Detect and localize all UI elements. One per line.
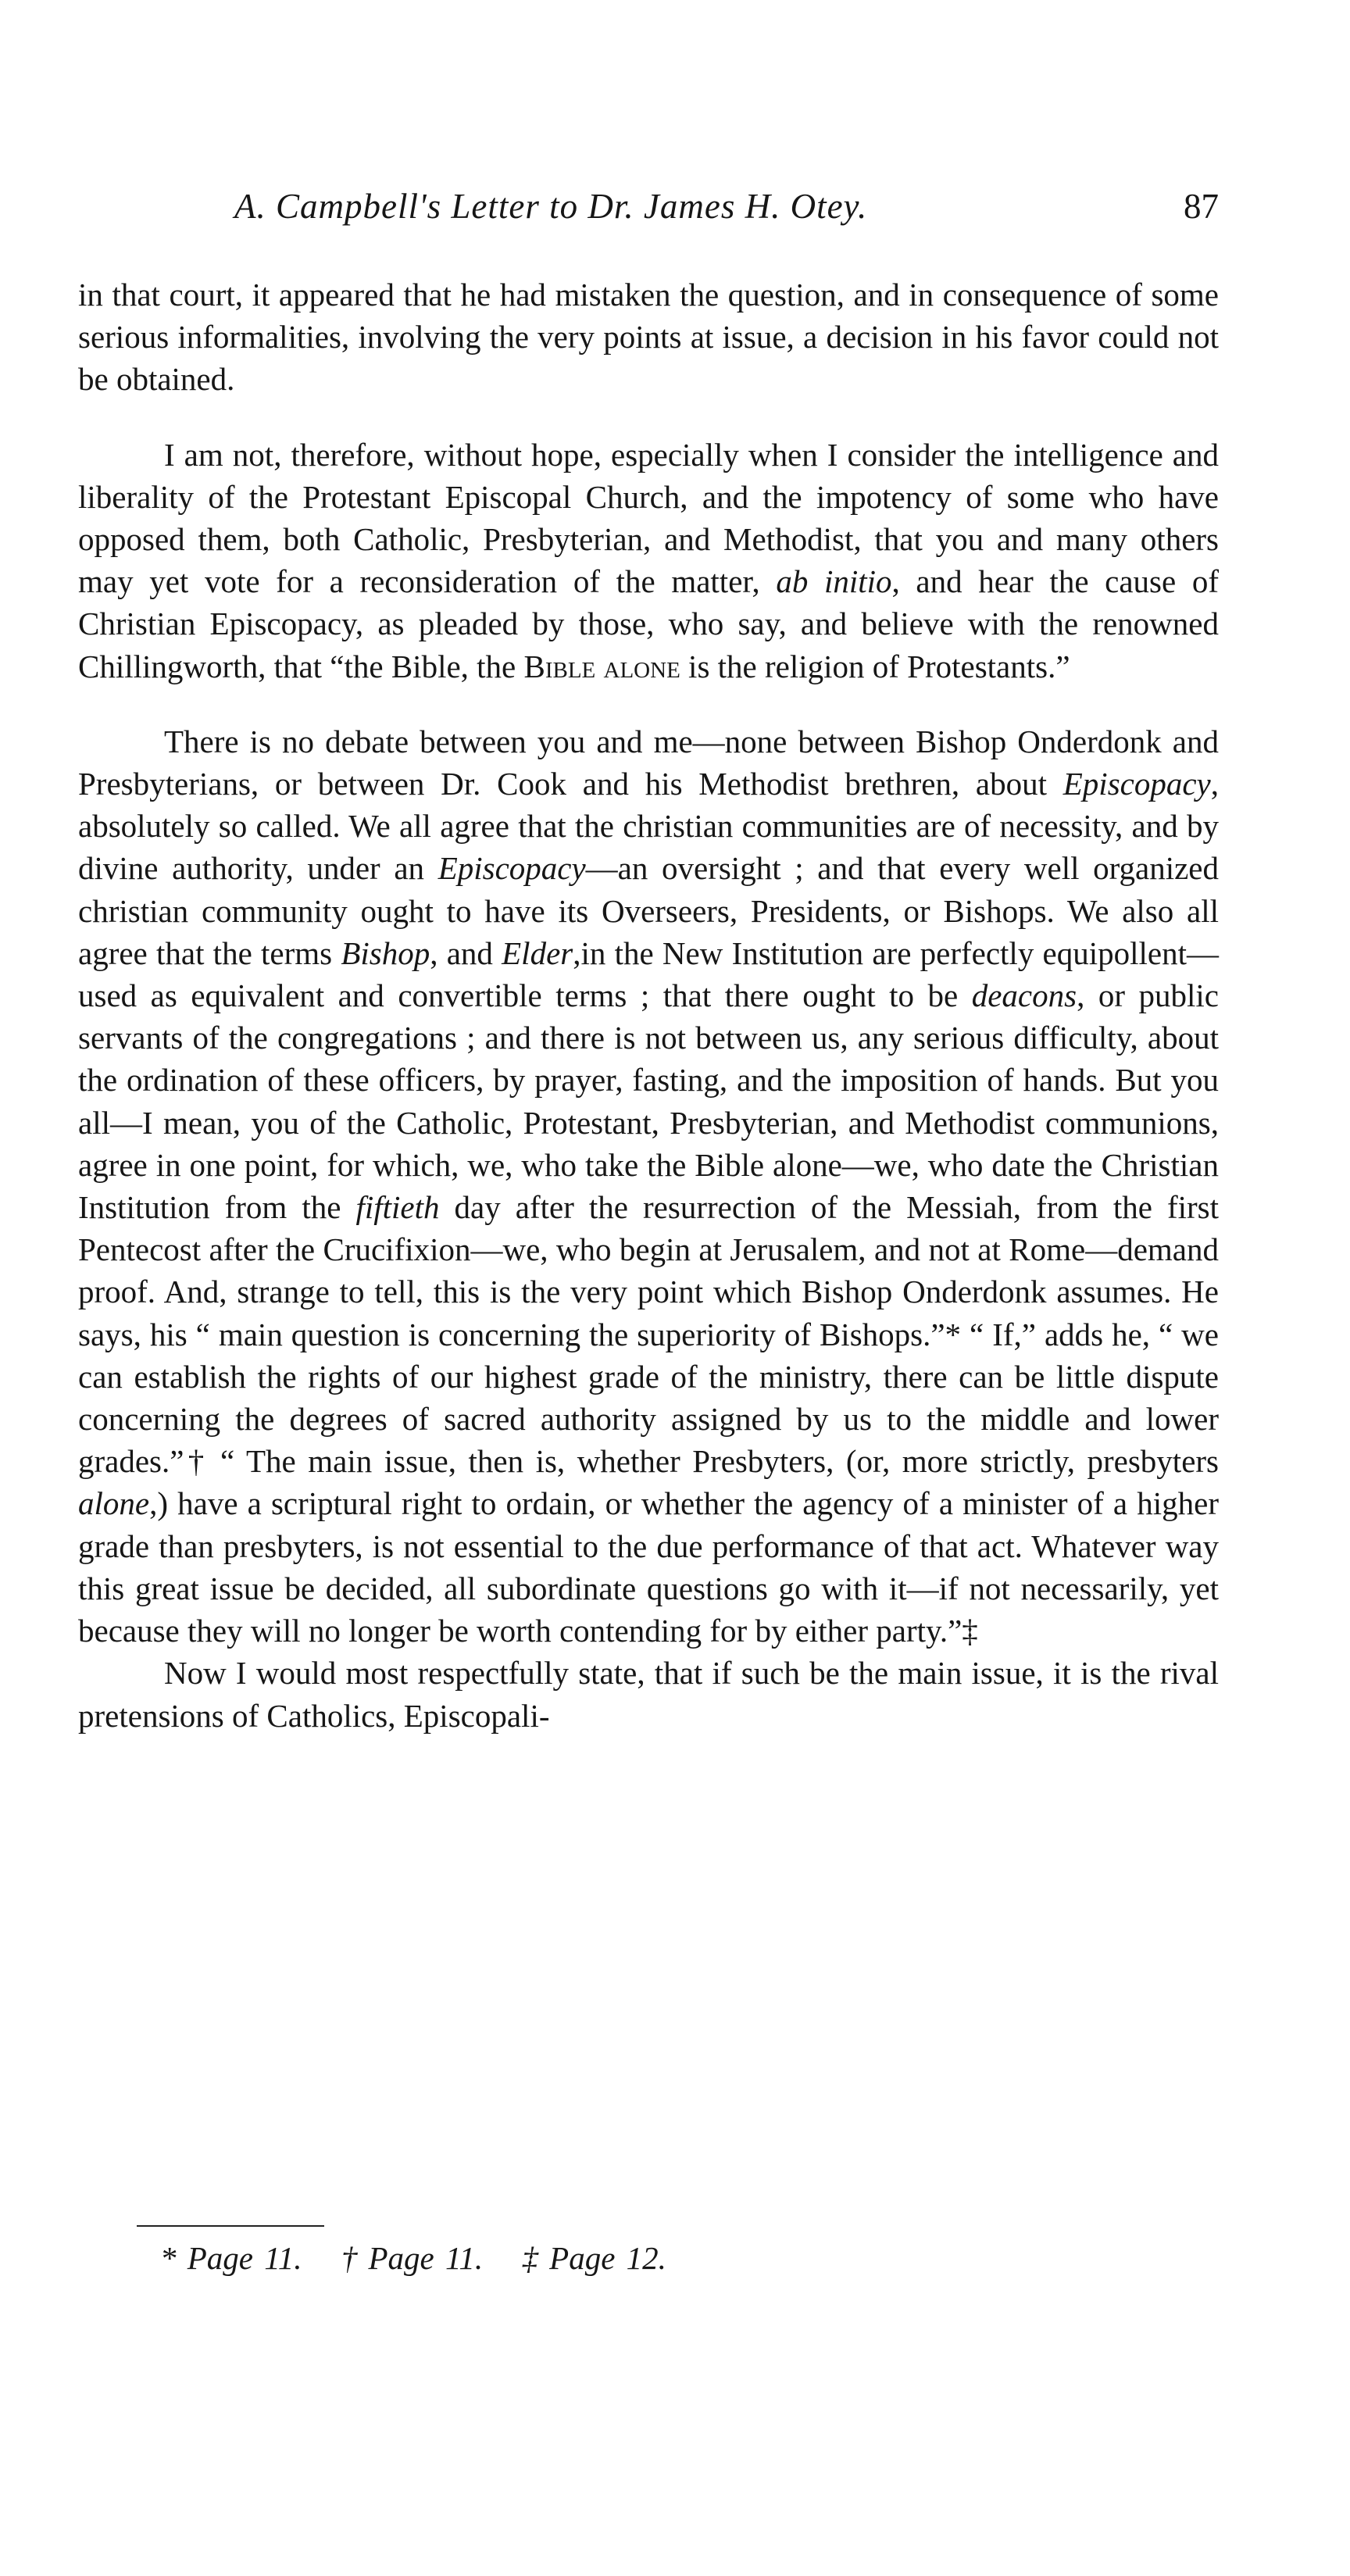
footnote-2 <box>341 2240 483 2276</box>
paragraph-3-text: , absolutely so called. We all agree that the christian communities are of necessity, and by divine authority, under an <box>78 766 1219 887</box>
page-number: 87 <box>1184 187 1219 226</box>
emphasis: deacons <box>971 977 1077 1014</box>
paragraph-2-text: I am not, therefore, without hope, especially when I consider the intelligence and liberality of the Protestant Episcopal Church, and the impotency of some who have opposed them, both Catholic, Presbyterian, and Methodist, that you and many others may yet vote for a reconsideration of the matter, <box>78 436 1219 600</box>
paragraph-3-text: day after the resurrection of the Messiah, from the first Pentecost after the Crucifixion—we, who begin at Jerusalem, and not at Rome—demand proof. And, strange to tell, this is the very point which Bishop Onderdonk assumes. He says, his “ main question is concerning the superiority of Bishops.”* “ If,” adds he, “ we can establish the rights of our highest grade of the ministry, there can be little dispute concerning the degrees of sacred authority assigned by us to the middle and lower grades.”† “ The main issue, then is, whether Presbyters, (or, more strictly, presbyters <box>78 1189 1219 1480</box>
paragraph-3-text: There is no debate between you and me—none between Bishop Onderdonk and Presbyterians, or between Dr. Cook and his Methodist brethren, about <box>78 723 1219 802</box>
paragraph-2-text: is the religion of Protestants.” <box>680 648 1070 684</box>
emphasis: Elder <box>502 934 573 971</box>
bible-alone-small-caps: Bible alone <box>523 648 680 684</box>
footnotes <box>160 2239 695 2277</box>
paragraph-2 <box>78 434 1219 688</box>
paragraph-1-text: in that court, it appeared that he had mistaken the question, and in consequence of some serious informalities, involving the very points at issue, a decision in his favor could not be obtained. <box>78 277 1219 398</box>
footnote-text: Page 11. <box>187 2240 302 2276</box>
paragraph-2-text: , and hear the cause of Christian Episcopacy, as pleaded by those, who say, and believe with the renowned Chillingworth, that “the Bible, the <box>78 563 1219 684</box>
body-text <box>78 273 1219 1737</box>
paragraph-3-text: ,) have a scriptural right to ordain, or whether the agency of a minister of a higher grade than presbyters, is not essential to the due performance of that act. Whatever way this great issue be decided, all subordinate questions go with it—if not necessarily, yet because they will no longer be worth contending for by either party.”‡ <box>78 1485 1219 1649</box>
footnote-mark: † <box>341 2240 358 2276</box>
footnote-text: Page 12. <box>549 2240 666 2276</box>
paragraph-3-text: , or public servants of the congregations ; and there is not between us, any serious difficulty, about the ordination of these officers, by prayer, fasting, and the imposition of hands. But you all—I mean, you of the Catholic, Protestant, Presbyterian, and Methodist communions, agree in one point, for which, we, who take the Bible alone—we, who date the Christian Institution from the <box>78 977 1219 1226</box>
footnote-mark: * <box>160 2240 177 2276</box>
footnote-3 <box>522 2240 666 2276</box>
emphasis: alone <box>78 1485 150 1522</box>
paragraph-3 <box>78 720 1219 1652</box>
running-head <box>78 186 1219 241</box>
paragraph-4 <box>78 1652 1219 1736</box>
footnote-rule <box>137 2225 324 2227</box>
paragraph-3-text: ,in the New Institution are perfectly equipollent—used as equivalent and convertible terms ; that there ought to be <box>78 934 1220 1014</box>
paragraph-3-text: —an oversight ; and that every well organized christian community ought to have its Overseers, Presidents, or Bishops. We also all agree that the terms <box>78 850 1220 971</box>
latin-phrase: ab initio <box>776 563 892 600</box>
paragraph-3-text: , and <box>430 934 502 971</box>
emphasis: Episcopacy <box>438 850 586 887</box>
footnote-1 <box>160 2240 302 2276</box>
footnote-mark: ‡ <box>522 2240 538 2276</box>
paragraph-1 <box>78 273 1219 401</box>
running-title: A. Campbell's Letter to Dr. James H. Otey. <box>234 187 868 226</box>
emphasis: fiftieth <box>355 1189 440 1226</box>
emphasis: Bishop <box>341 934 430 971</box>
footnote-text: Page 11. <box>368 2240 484 2276</box>
emphasis: Episcopacy <box>1062 766 1211 802</box>
paragraph-4-text: Now I would most respectfully state, that if such be the main issue, it is the rival pretensions of Catholics, Episcopali- <box>78 1655 1219 1734</box>
asterism-divider-2 <box>78 688 1219 720</box>
asterism-divider-1 <box>78 401 1219 434</box>
